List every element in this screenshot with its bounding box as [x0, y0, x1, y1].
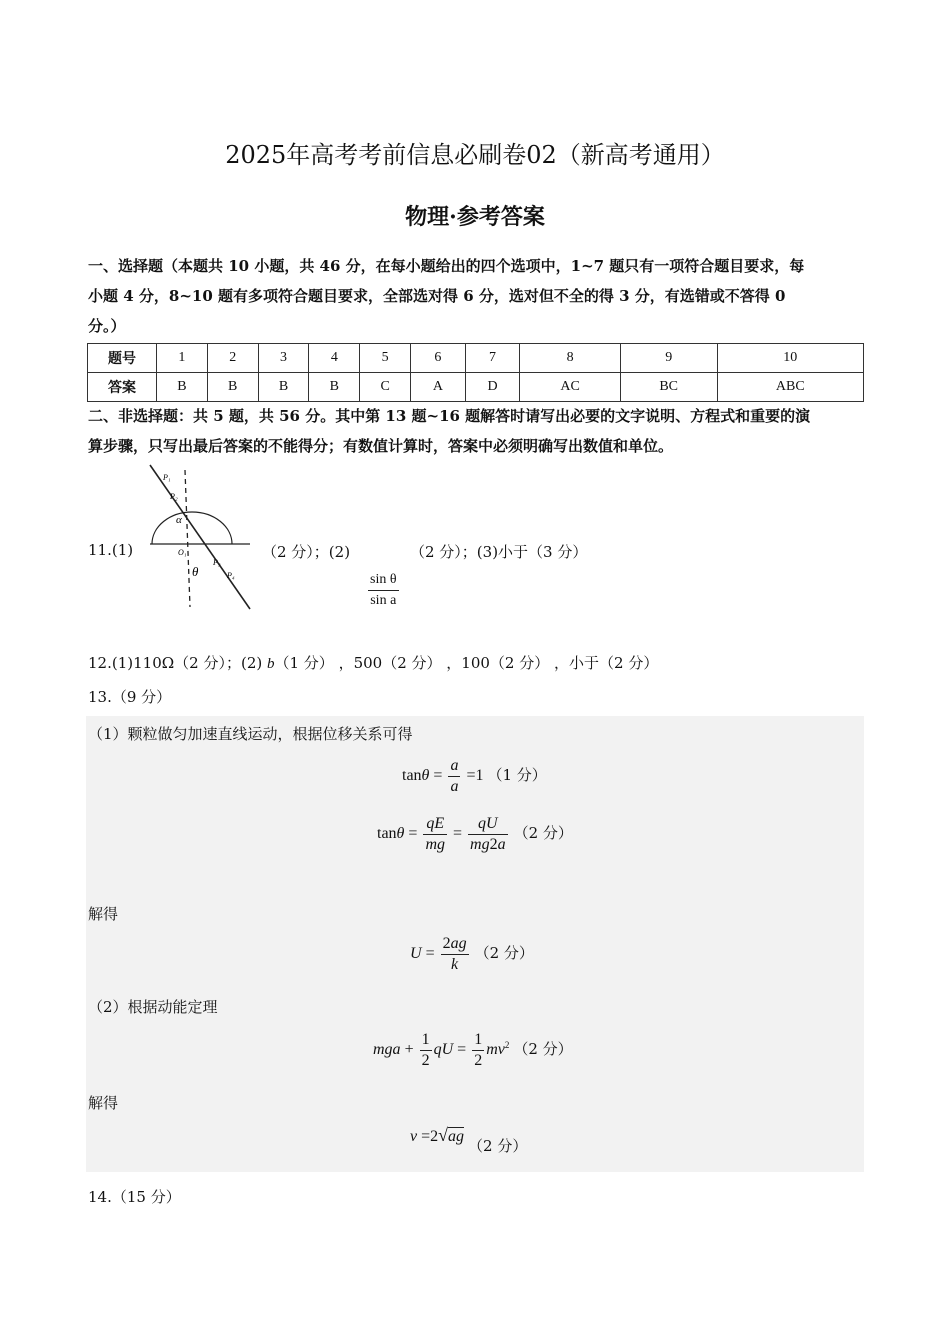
answer-cell: B [258, 373, 309, 402]
q13-solve-1: 解得 [88, 905, 119, 923]
answer-cell: C [360, 373, 411, 402]
table-header-number: 题号 [88, 344, 157, 373]
equation-4-points: （2 分） [513, 1040, 573, 1059]
section1-intro-line: 小题 4 分，8~10 题有多项符合题目要求，全部选对得 6 分，选对但不全的得 3 分，有选错或不答得 0 [88, 287, 786, 305]
question-number: 1 [157, 344, 208, 373]
document-title: 2025年高考考前信息必刷卷02（新高考通用） [225, 141, 725, 169]
answer-table-number-row [88, 344, 864, 373]
q11-part2-points: （2 分）；(3)小于（3 分） [410, 543, 588, 561]
label-p4: P₄ [227, 571, 235, 580]
answer-cell: B [207, 373, 258, 402]
q13-step2: （2）根据动能定理 [88, 998, 218, 1016]
question-number: 7 [465, 344, 520, 373]
q12-text-part: 12.(1)110Ω（2 分）；(2) [88, 654, 267, 672]
equation-1-points: （1 分） [487, 766, 547, 785]
equation-1: tanθ = $\frac{a}{a}$ =1 （1 分） [402, 757, 547, 795]
label-o1: O₁ [178, 548, 187, 557]
question-number: 3 [258, 344, 309, 373]
fraction-denominator: sin a [370, 593, 397, 608]
answer-cell: D [465, 373, 520, 402]
table-header-answer: 答案 [88, 373, 157, 402]
question-number: 8 [520, 344, 620, 373]
answer-cell: A [411, 373, 466, 402]
question-number: 4 [309, 344, 360, 373]
section1-intro [88, 251, 866, 341]
answer-cell: B [309, 373, 360, 402]
question-number: 5 [360, 344, 411, 373]
semicircle-glass [152, 512, 232, 544]
label-theta: θ [192, 564, 199, 579]
normal-dashed-line [185, 470, 190, 607]
label-p1: P₁ [163, 473, 171, 482]
q12-text-part: （1 分） ，500（2 分） ，100（2 分） ，小于（2 分） [274, 654, 659, 672]
q12-answer [88, 652, 658, 673]
label-p2: P₂ [170, 492, 178, 501]
equation-3: U = $\frac{2ag}{k}$ （2 分） [410, 935, 534, 973]
answer-table [87, 343, 864, 402]
section2-intro-line: 二、非选择题：共 5 题，共 56 分。其中第 13 题~16 题解答时请写出必要的文字说明、方程式和重要的演 [88, 407, 811, 425]
label-alpha: α [176, 514, 182, 526]
document-subtitle: 物理·参考答案 [405, 204, 545, 230]
q13-solve-2: 解得 [88, 1094, 119, 1112]
section1-intro-line: 分。） [88, 317, 126, 335]
section2-intro [88, 401, 866, 461]
equation-3-points: （2 分） [474, 944, 534, 963]
equation-4: mga + $\frac{1}{2}$ qU = $\frac{1}{2}$ $mv^2$ （2 分） [373, 1031, 573, 1069]
q14-label: 14.（15 分） [88, 1188, 181, 1206]
light-ray-line [150, 465, 250, 609]
equation-2: tanθ = $\frac{qE}{mg}$ = $\frac{qU}{mg2a}$ （2 分） [377, 815, 573, 853]
q13-label: 13.（9 分） [88, 688, 172, 706]
answer-table-answer-row [88, 373, 864, 402]
section2-intro-line: 算步骤，只写出最后答案的不能得分；有数值计算时，答案中必须明确写出数值和单位。 [88, 437, 674, 455]
q11-label: 11.(1) [88, 541, 134, 559]
equation-2-points: （2 分） [513, 824, 573, 843]
q13-step1: （1）颗粒做匀加速直线运动，根据位移关系可得 [88, 725, 413, 743]
fraction-numerator: sin θ [368, 570, 399, 591]
section1-intro-line: 一、选择题（本题共 10 小题，共 46 分，在每小题给出的四个选项中，1~7 题只有一项符合题目要求，每 [88, 257, 805, 275]
question-number: 2 [207, 344, 258, 373]
question-number: 9 [620, 344, 717, 373]
answer-cell: ABC [717, 373, 863, 402]
answer-cell: B [157, 373, 208, 402]
refraction-diagram [130, 462, 260, 612]
equation-5-points: （2 分） [468, 1137, 528, 1155]
q12-variable-b: b [267, 656, 275, 672]
q11-part1-points: （2 分）；(2) [262, 543, 351, 561]
equation-5: v =2√ag （2 分） [410, 1125, 528, 1155]
q11-fraction [366, 570, 401, 611]
question-number: 10 [717, 344, 863, 373]
label-p3: P₃ [213, 558, 221, 567]
question-number: 6 [411, 344, 466, 373]
answer-cell: BC [620, 373, 717, 402]
answer-cell: AC [520, 373, 620, 402]
